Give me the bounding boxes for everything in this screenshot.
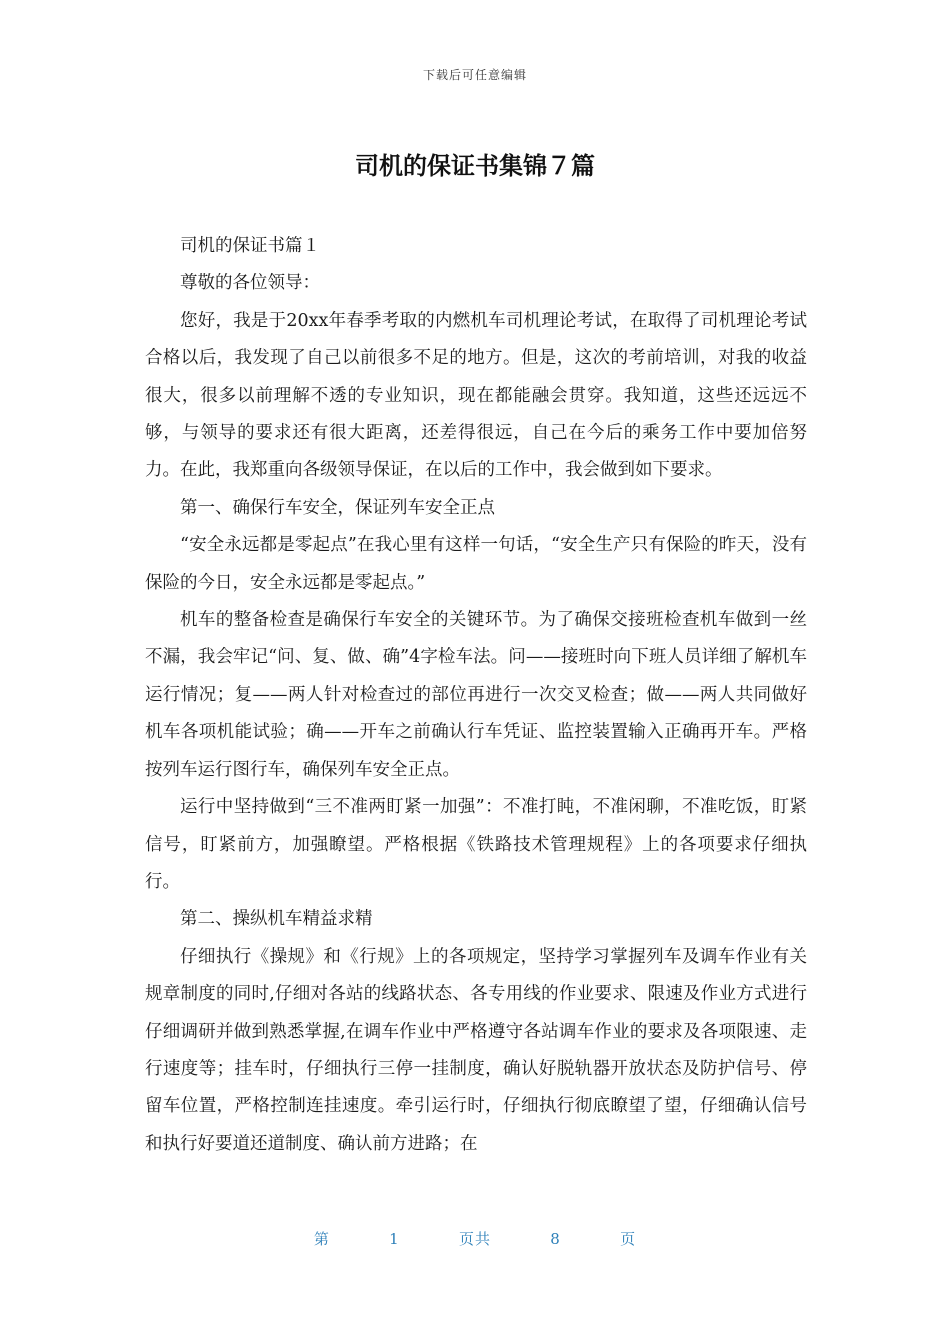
section-heading: 司机的保证书篇１ xyxy=(180,236,320,256)
page-number-footer xyxy=(0,1228,950,1249)
body-paragraph: 运行中坚持做到“三不准两盯紧一加强”：不准打盹，不准闲聊，不准吃饭，盯紧信号，盯紧前方，加强瞭望。严格根据《铁路技术管理规程》上的各项要求仔细执行。 xyxy=(145,797,807,892)
page-header-note: 下载后可任意编辑 xyxy=(422,68,527,82)
subsection-heading: 第二、操纵机车精益求精 xyxy=(180,909,373,930)
body-paragraph: 仔细执行《操规》和《行规》上的各项规定，坚持学习掌握列车及调车作业有关规章制度的同时,仔细对各站的线路状态、各专用线的作业要求、限速及作业方式进行仔细调研并做到熟悉掌握,在调车作业中严格遵守各站调车作业的要求及各项限速、走行速度等；挂车时，仔细执行三停一挂制度，确认好脱轨器开放状态及防护信号、停留车位置，严格控制连挂速度。牵引运行时，仔细执行彻底瞭望了望，仔细确认信号和执行好要道还道制度、确认前方进路；在 xyxy=(145,946,807,1154)
body-paragraph: “安全永远都是零起点”在我心里有这样一句话，“安全生产只有保险的昨天，没有保险的今日，安全永远都是零起点。” xyxy=(145,535,807,593)
body-paragraph: 机车的整备检查是确保行车安全的关键环节。为了确保交接班检查机车做到一丝不漏，我会牢记“问、复、做、确”4字检车法。问——接班时向下班人员详细了解机车运行情况；复——两人针对检查过的部位再进行一次交叉检查；做——两人共同做好机车各项机能试验；确——开车之前确认行车凭证、监控装置输入正确再开车。严格按列车运行图行车，确保列车安全正点。 xyxy=(145,610,807,780)
subsection-heading: 第一、确保行车安全，保证列车安全正点 xyxy=(180,497,495,518)
page-number-label: 第 1 页共 8 页 xyxy=(313,1230,637,1248)
body-paragraph: 您好，我是于20xx年春季考取的内燃机车司机理论考试，在取得了司机理论考试合格以后，我发现了自己以前很多不足的地方。但是，这次的考前培训，对我的收益很大，很多以前理解不透的专业知识，现在都能融会贯穿。我知道，这些还远远不够，与领导的要求还有很大距离，还差得很远，自己在今后的乘务工作中要加倍努力。在此，我郑重向各级领导保证，在以后的工作中，我会做到如下要求。 xyxy=(145,310,807,481)
salutation: 尊敬的各位领导： xyxy=(180,273,320,294)
document-title: 司机的保证书集锦７篇 xyxy=(355,152,595,180)
document-body xyxy=(145,228,807,1163)
